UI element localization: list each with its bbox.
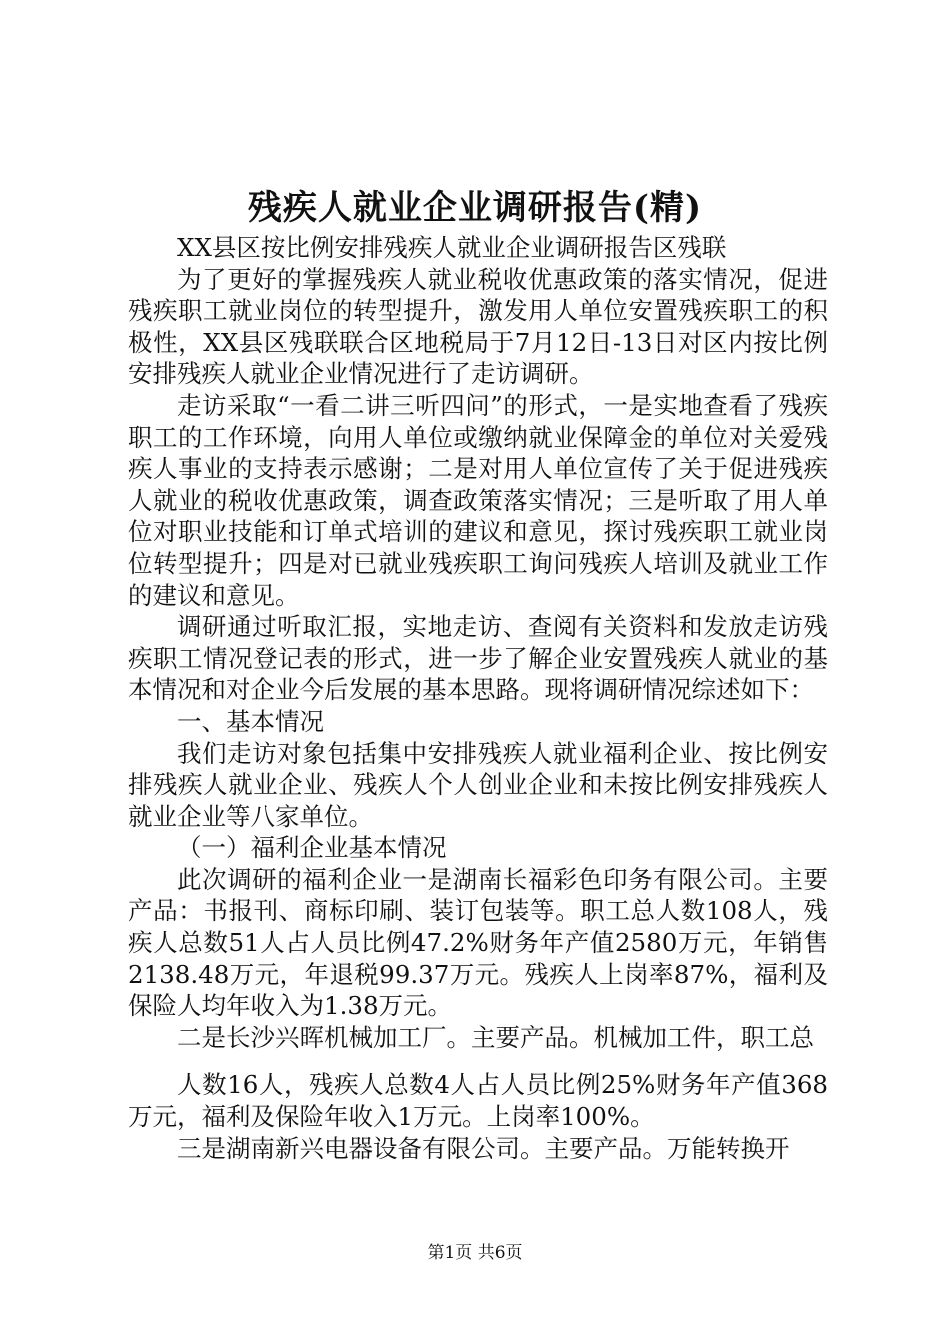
company-three-paragraph: 三是湖南新兴电器设备有限公司。主要产品。万能转换开 — [177, 1133, 790, 1163]
method-paragraph: 走访采取“一看二讲三听四问”的形式，一是实地查看了残疾职工的工作环境，向用人单位或缴纳就业保障金的单位对关爱残疾人事业的支持表示感谢；二是对用人单位宣传了关于促进残疾人就业的税收优惠政策，调查政策落实情况；三是听取了用人单位对职业技能和订单式培训的建议和意见，探讨残疾职工就业岗位转型提升；四是对已就业残疾职工询问残疾人培训及就业工作的建议和意见。 — [128, 390, 828, 610]
visit-targets-paragraph: 我们走访对象包括集中安排残疾人就业福利企业、按比例安排残疾人就业企业、残疾人个人创业企业和未按比例安排残疾人就业企业等八家单位。 — [128, 738, 828, 831]
report-subtitle-paragraph: XX县区按比例安排残疾人就业企业调研报告区残联 — [177, 233, 727, 262]
intro-paragraph: 为了更好的掌握残疾人就业税收优惠政策的落实情况，促进残疾职工就业岗位的转型提升，激发用人单位安置残疾职工的积极性，XX县区残联联合区地税局于7月12日-13日对区内按比例安排残疾人就业企业情况进行了走访调研。 — [128, 264, 828, 389]
survey-paragraph: 调研通过听取汇报，实地走访、查阅有关资料和发放走访残疾职工情况登记表的形式，进一步了解企业安置残疾人就业的基本情况和对企业今后发展的基本思路。现将调研情况综述如下： — [128, 612, 828, 705]
page-footer: 第1页 共6页 — [427, 1243, 523, 1263]
section-heading-basic: 一、基本情况 — [177, 706, 324, 736]
company-one-paragraph: 此次调研的福利企业一是湖南长福彩色印务有限公司。主要产品：书报刊、商标印刷、装订包装等。职工总人数108人，残疾人总数51人占人员比例47.2%财务年产值2580万元，年销售2138.48万元，年退税99.37万元。残疾人上岗率87%，福利及保险人均年收入为1.38万元。 — [128, 864, 828, 1021]
document-title: 残疾人就业企业调研报告(精) — [247, 188, 703, 228]
company-two-paragraph: 二是长沙兴晖机械加工厂。主要产品。机械加工件，职工总 — [177, 1022, 814, 1052]
document-body — [128, 232, 828, 1164]
company-two-continued-paragraph: 人数16人，残疾人总数4人占人员比例25%财务年产值368万元，福利及保险年收入1万元。上岗率100%。 — [128, 1070, 828, 1132]
subsection-heading-welfare: （一）福利企业基本情况 — [177, 833, 447, 863]
